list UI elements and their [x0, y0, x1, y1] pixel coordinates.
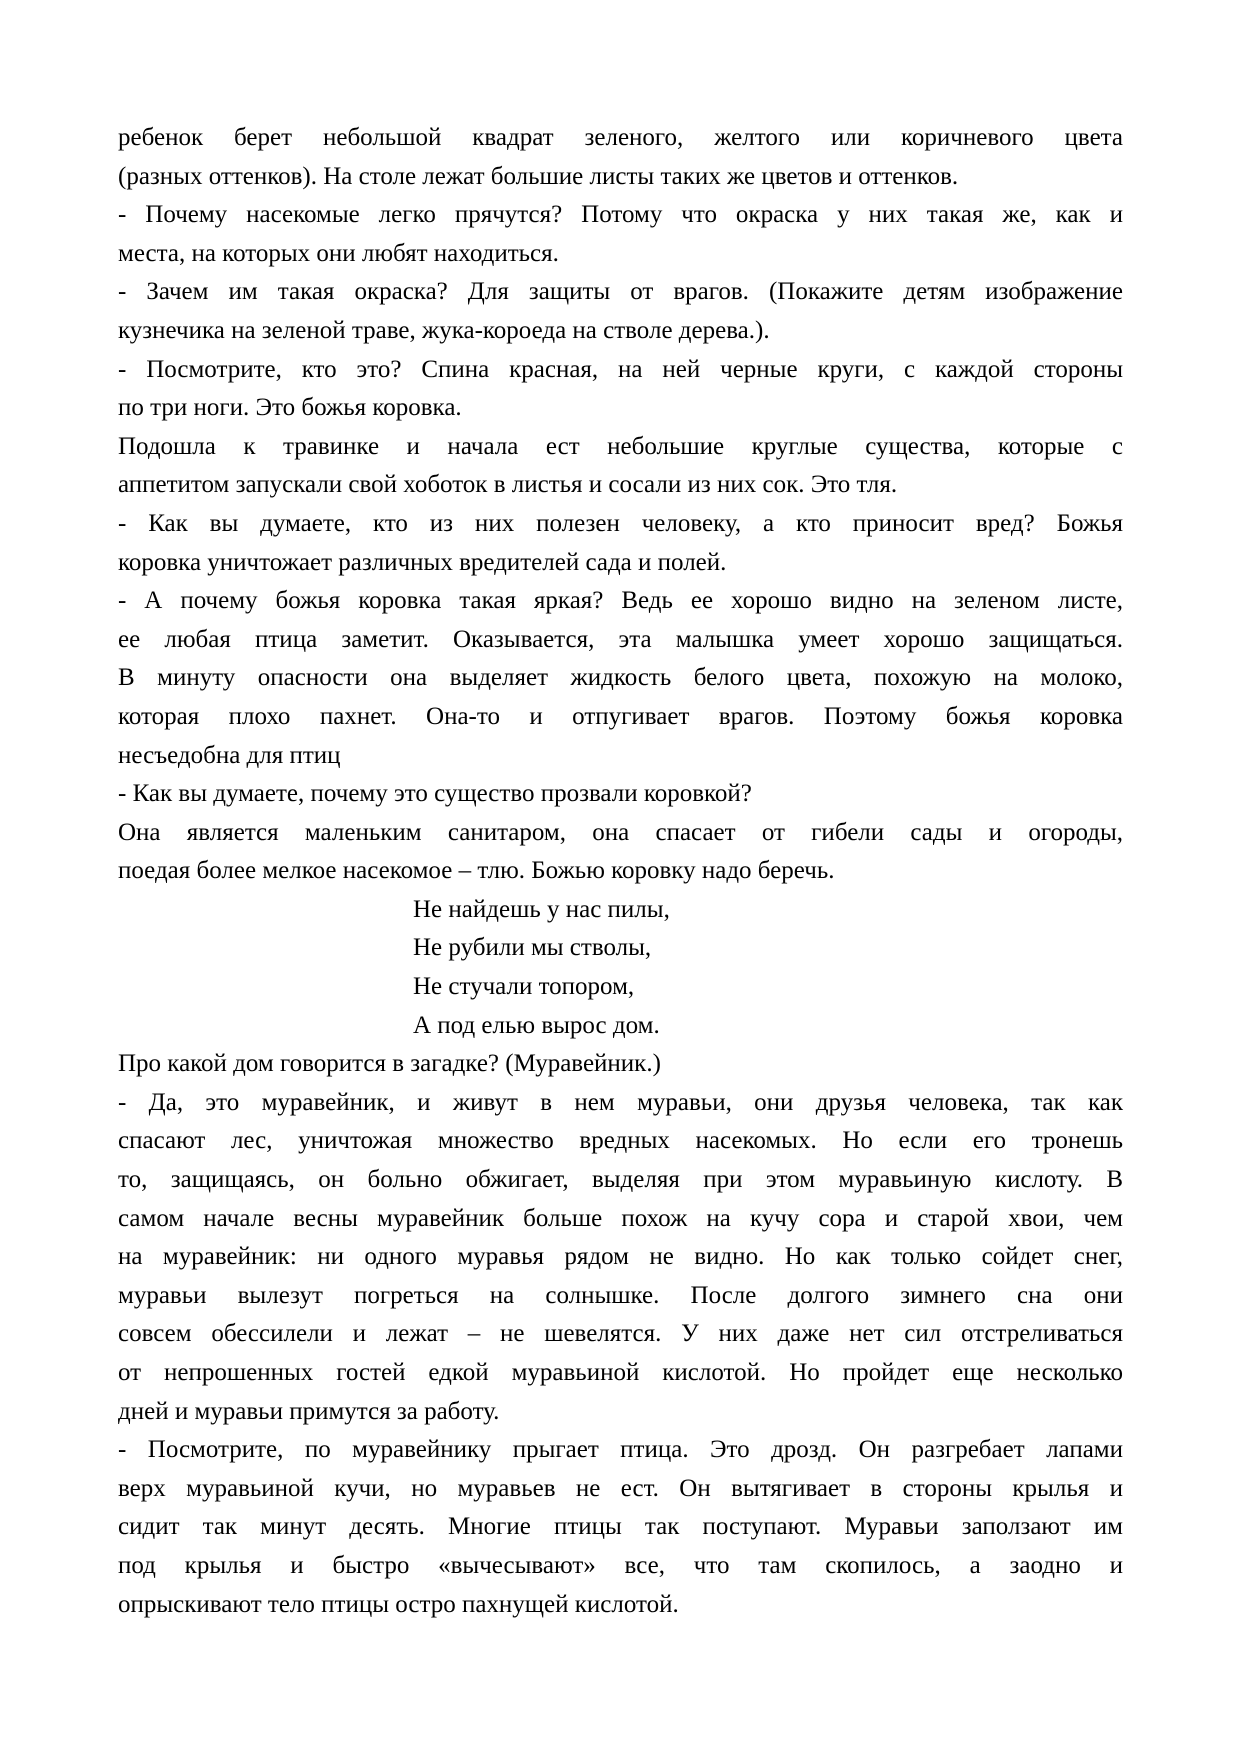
poem-line: Не рубили мы стволы, [413, 934, 652, 962]
text-line: кузнечика на зеленой траве, жука-короеда на стволе дерева.). [118, 316, 770, 344]
text-line: несъедобна для птиц [118, 741, 341, 769]
text-line: самом начале весны муравейник больше похож на кучу сора и старой хвои, чем [118, 1204, 1123, 1232]
text-line: места, на которых они любят находиться. [118, 239, 559, 267]
poem-line: Не найдешь у нас пилы, [413, 895, 670, 923]
text-line: по три ноги. Это божья коровка. [118, 394, 462, 422]
text-line: дней и муравьи примутся за работу. [118, 1397, 500, 1425]
text-line: - Да, это муравейник, и живут в нем муравьи, они друзья человека, так как [118, 1088, 1123, 1116]
text-line: на муравейник: ни одного муравья рядом не видно. Но как только сойдет снег, [118, 1243, 1123, 1271]
text-line: муравьи вылезут погреться на солнышке. После долгого зимнего сна они [118, 1281, 1123, 1309]
text-line: ее любая птица заметит. Оказывается, эта малышка умеет хорошо защищаться. [118, 625, 1123, 653]
text-line: под крылья и быстро «вычесывают» все, что там скопилось, а заодно и [118, 1551, 1123, 1579]
text-line: спасают лес, уничтожая множество вредных насекомых. Но если его тронешь [118, 1127, 1123, 1155]
poem-line: Не стучали топором, [413, 973, 635, 1001]
text-line: - Посмотрите, кто это? Спина красная, на ней черные круги, с каждой стороны [118, 355, 1123, 383]
text-line: то, защищаясь, он больно обжигает, выделяя при этом муравьиную кислоту. В [118, 1166, 1123, 1194]
text-line: верх муравьиной кучи, но муравьев не ест. Он вытягивает в стороны крылья и [118, 1474, 1123, 1502]
text-line: - А почему божья коровка такая яркая? Ведь ее хорошо видно на зеленом листе, [118, 587, 1123, 615]
text-line: - Посмотрите, по муравейнику прыгает птица. Это дрозд. Он разгребает лапами [118, 1436, 1123, 1464]
text-line: Подошла к травинке и начала ест небольшие круглые существа, которые с [118, 432, 1123, 460]
text-line: ребенок берет небольшой квадрат зеленого, желтого или коричневого цвета [118, 124, 1123, 151]
text-line: сидит так минут десять. Многие птицы так поступают. Муравьи заползают им [118, 1513, 1123, 1541]
text-line: (разных оттенков). На столе лежат большие листы таких же цветов и оттенков. [118, 162, 959, 190]
document-body [118, 119, 1123, 1624]
text-line: В минуту опасности она выделяет жидкость белого цвета, похожую на молоко, [118, 664, 1123, 692]
poem-line: А под елью вырос дом. [413, 1011, 660, 1039]
text-line: - Как вы думаете, кто из них полезен человеку, а кто приносит вред? Божья [118, 509, 1123, 537]
text-line: поедая более мелкое насекомое – тлю. Божью коровку надо беречь. [118, 857, 835, 885]
text-line: которая плохо пахнет. Она-то и отпугивает врагов. Поэтому божья коровка [118, 702, 1123, 730]
text-line: - Почему насекомые легко прячутся? Потому что окраска у них такая же, как и [118, 201, 1123, 229]
text-line: от непрошенных гостей едкой муравьиной кислотой. Но пройдет еще несколько [118, 1359, 1123, 1386]
text-line: - Как вы думаете, почему это существо прозвали коровкой? [118, 780, 752, 808]
text-line: - Зачем им такая окраска? Для защиты от врагов. (Покажите детям изображение [118, 278, 1123, 306]
text-line: опрыскивают тело птицы остро пахнущей кислотой. [118, 1590, 679, 1618]
text-line: аппетитом запускали свой хоботок в листья и сосали из них сок. Это тля. [118, 471, 898, 499]
text-line: совсем обессилели и лежат – не шевелятся. У них даже нет сил отстреливаться [118, 1320, 1123, 1348]
text-line: коровка уничтожает различных вредителей сада и полей. [118, 548, 727, 576]
text-line: Она является маленьким санитаром, она спасает от гибели сады и огороды, [118, 818, 1123, 846]
text-line: Про какой дом говорится в загадке? (Муравейник.) [118, 1050, 661, 1078]
